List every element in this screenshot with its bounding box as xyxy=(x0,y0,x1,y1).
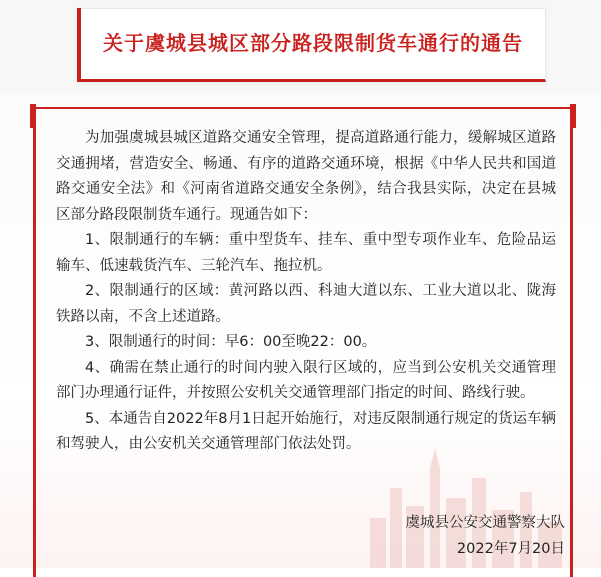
paragraph-item-5: 5、本通告自2022年8月1日起开始施行，对违反限制通行规定的货运车辆和驾驶人，由公安机关交通管理部门依法处罚。 xyxy=(56,410,556,452)
notice-title: 关于虞城县城区部分路段限制货车通行的通告 xyxy=(103,31,523,55)
paragraph-item-3: 3、限制通行的时间：早6：00至晚22：00。 xyxy=(85,334,377,350)
frame-corner-right xyxy=(570,104,576,128)
notice-body xyxy=(56,126,556,458)
paragraph-item-4: 4、确需在禁止通行的时间内驶入限行区域的，应当到公安机关交通管理部门办理通行证件，并按照公安机关交通管理部门指定的时间、路线行驶。 xyxy=(56,359,556,401)
paragraph-intro: 为加强虞城县城区道路交通安全管理，提高道路通行能力，缓解城区道路交通拥堵，营造安全、畅通、有序的道路交通环境，根据《中华人民共和国道路交通安全法》和《河南省道路交通安全条例》，结合我县实际，决定在县城区部分路段限制货车通行。现通告如下： xyxy=(56,130,556,223)
paragraph-item-1: 1、限制通行的车辆：重中型货车、挂车、重中型专项作业车、危险品运输车、低速载货汽车、三轮汽车、拖拉机。 xyxy=(56,232,556,274)
frame-corner-left xyxy=(30,104,36,128)
issue-date: 2022年7月20日 xyxy=(456,540,565,557)
paragraph-item-2: 2、限制通行的区域：黄河路以西、科迪大道以东、工业大道以北、陇海铁路以南，不含上述道路。 xyxy=(56,283,556,325)
signature-block xyxy=(406,511,566,562)
issuer-name: 虞城县公安交通警察大队 xyxy=(405,515,565,531)
